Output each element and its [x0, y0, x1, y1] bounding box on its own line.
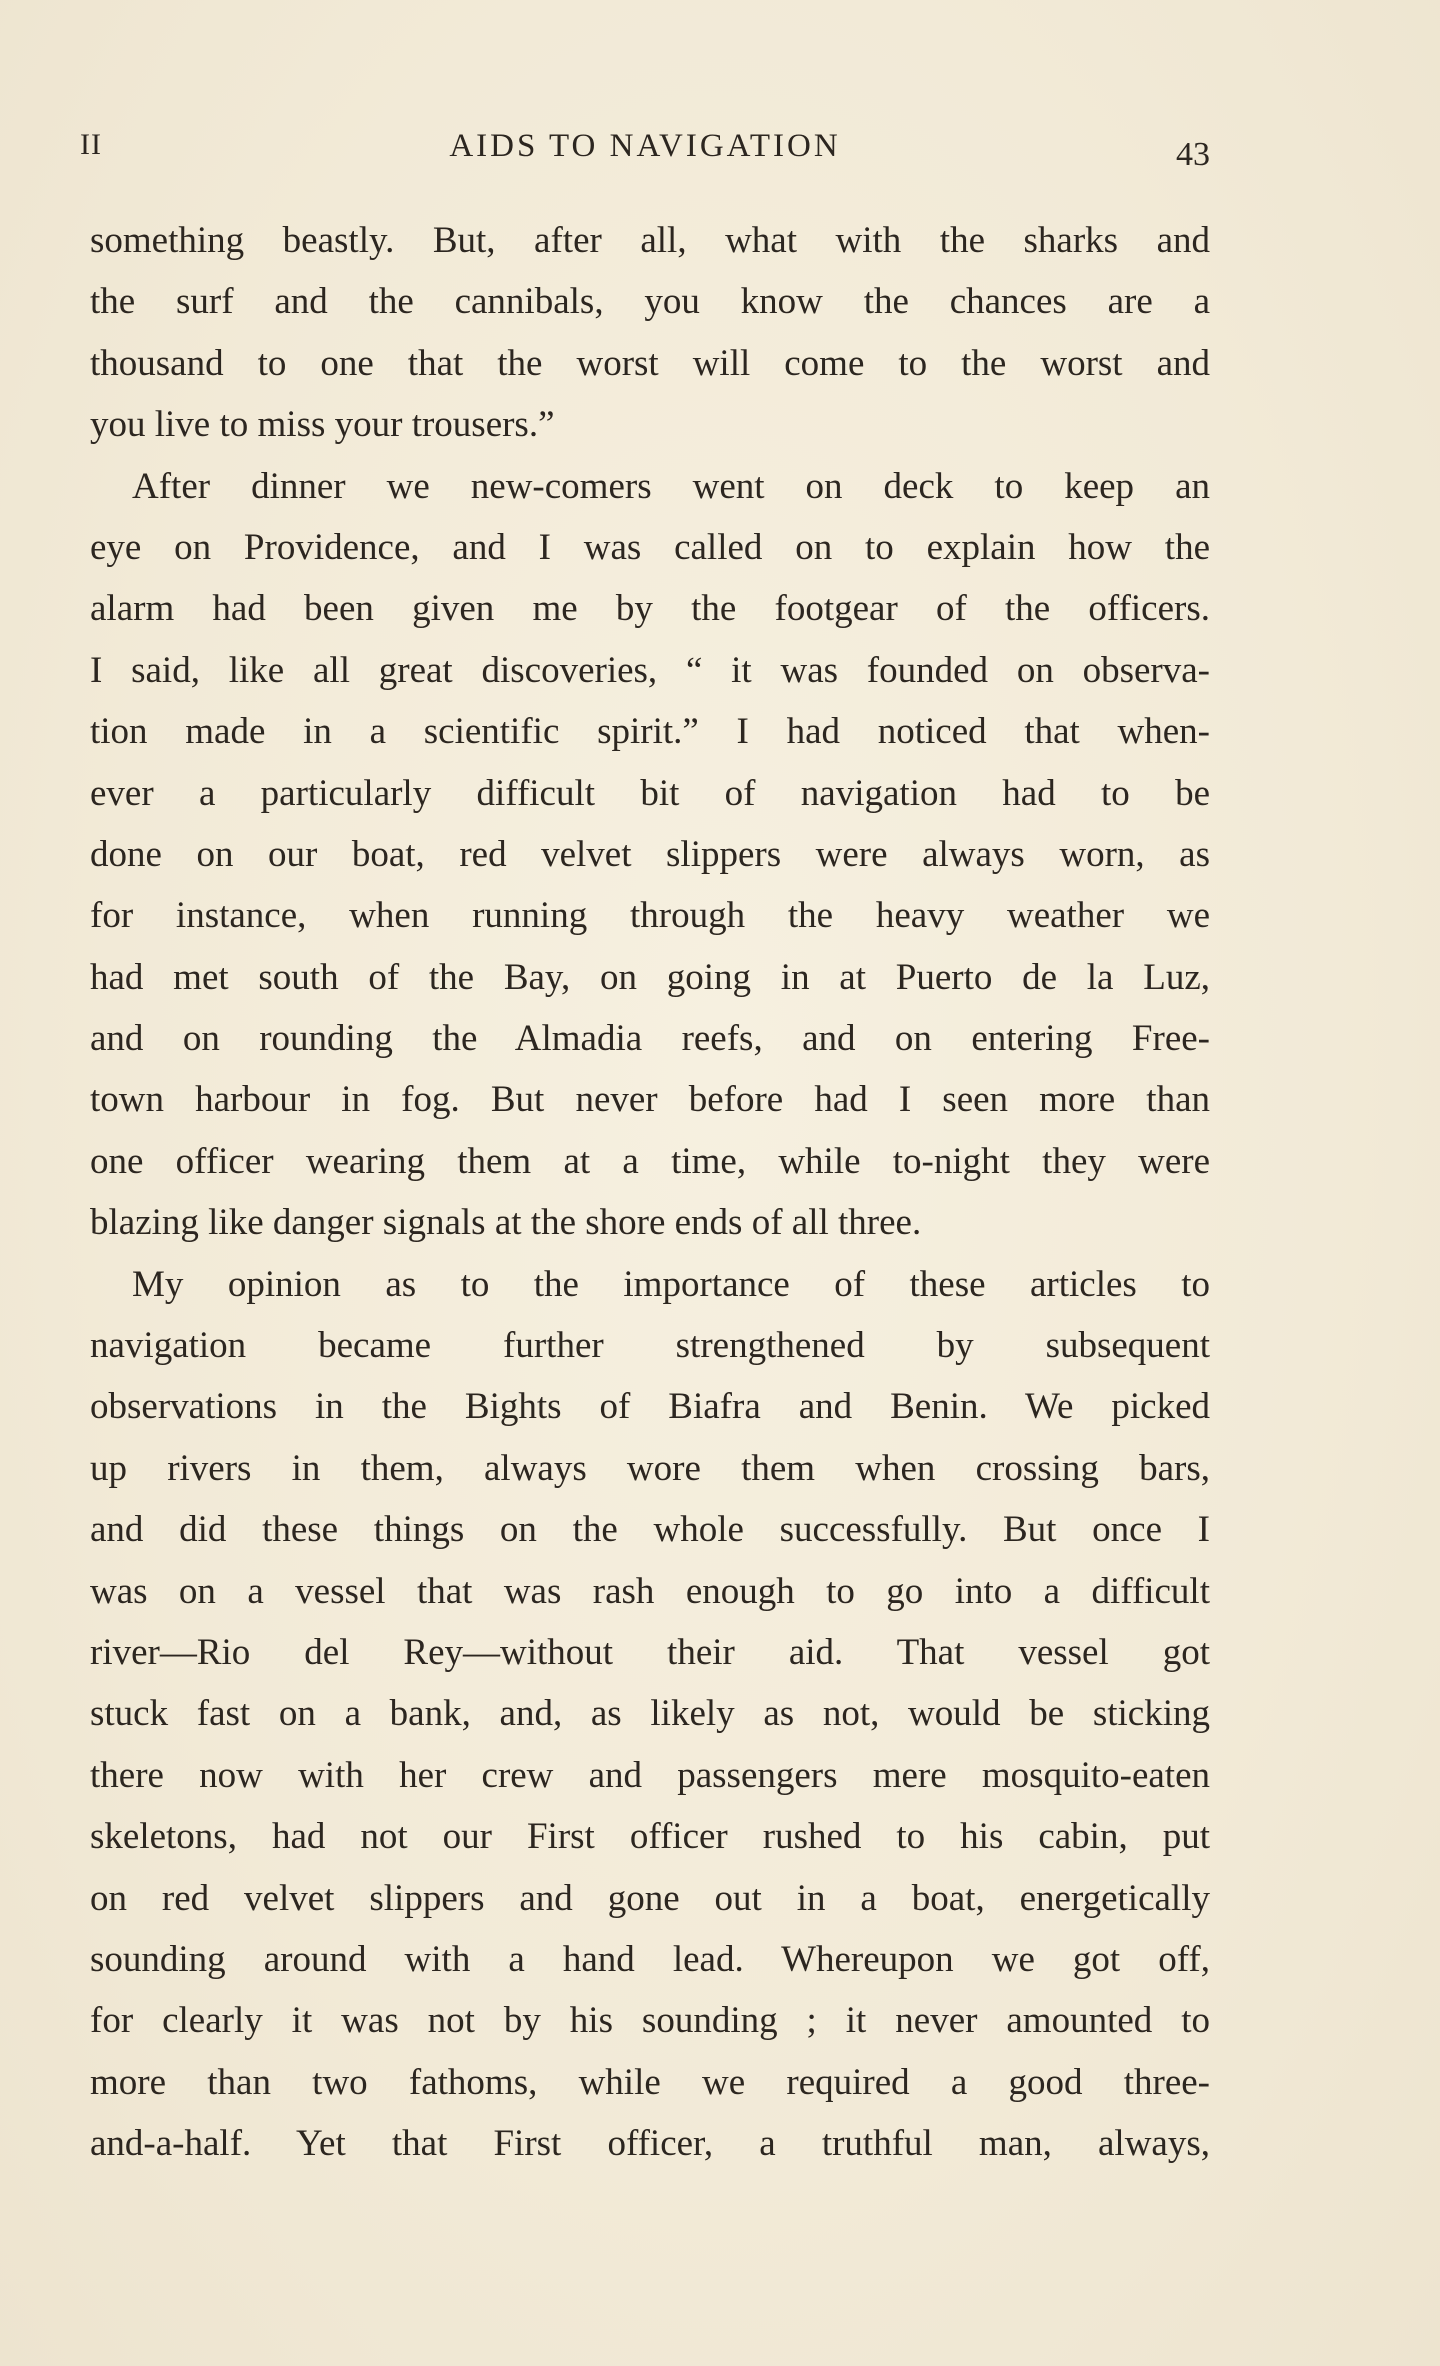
text-line: had met south of the Bay, on going in at Puerto de la Luz, [90, 956, 1210, 998]
text-line: there now with her crew and passengers mere mosquito-eaten [90, 1754, 1210, 1796]
page-number: 43 [1176, 136, 1210, 173]
text-line: for instance, when running through the heavy weather we [90, 895, 1210, 937]
text-line: for clearly it was not by his sounding ; it never amounted to [90, 2000, 1210, 2042]
text-line: you live to miss your trousers.” [90, 404, 555, 446]
text-line: observations in the Bights of Biafra and Benin. We picked [90, 1386, 1210, 1428]
text-line: thousand to one that the worst will come to the worst and [90, 342, 1210, 384]
chapter-number: II [80, 128, 102, 161]
text-line: was on a vessel that was rash enough to go into a difficult [90, 1570, 1210, 1612]
body-text [90, 210, 1210, 2175]
text-line: more than two fathoms, while we required a good three- [90, 2061, 1210, 2103]
text-line: stuck fast on a bank, and, as likely as not, would be sticking [90, 1693, 1210, 1735]
text-line: on red velvet slippers and gone out in a boat, energetically [90, 1877, 1210, 1919]
text-line: up rivers in them, always wore them when crossing bars, [90, 1447, 1210, 1489]
text-line: navigation became further strengthened by subsequent [90, 1325, 1210, 1367]
text-line: and-a-half. Yet that First officer, a truthful man, always, [90, 2123, 1210, 2165]
text-line: I said, like all great discoveries, “ it was founded on observa- [90, 649, 1210, 691]
text-line: blazing like danger signals at the shore ends of all three. [90, 1202, 922, 1244]
text-line: town harbour in fog. But never before had I seen more than [90, 1079, 1210, 1121]
text-line: eye on Providence, and I was called on to explain how the [90, 526, 1210, 568]
running-head [80, 128, 1210, 178]
text-line: alarm had been given me by the footgear of the officers. [90, 588, 1210, 630]
text-line: skeletons, had not our First officer rushed to his cabin, put [90, 1816, 1210, 1858]
text-line: After dinner we new-comers went on deck to keep an [132, 465, 1210, 507]
text-line: and did these things on the whole successfully. But once I [90, 1509, 1210, 1551]
text-line: done on our boat, red velvet slippers were always worn, as [90, 833, 1210, 875]
text-line: one officer wearing them at a time, while to-night they were [90, 1140, 1210, 1182]
running-title: AIDS TO NAVIGATION [449, 128, 841, 164]
text-line: something beastly. But, after all, what with the sharks and [90, 220, 1210, 261]
text-line: and on rounding the Almadia reefs, and on entering Free- [90, 1018, 1210, 1060]
text-line: tion made in a scientific spirit.” I had noticed that when- [90, 711, 1210, 753]
text-line: ever a particularly difficult bit of navigation had to be [90, 772, 1210, 814]
text-line: river—Rio del Rey—without their aid. That vessel got [90, 1631, 1210, 1673]
text-line: sounding around with a hand lead. Whereupon we got off, [90, 1938, 1210, 1980]
text-line: My opinion as to the importance of these articles to [132, 1263, 1210, 1305]
text-line: the surf and the cannibals, you know the chances are a [90, 281, 1210, 323]
